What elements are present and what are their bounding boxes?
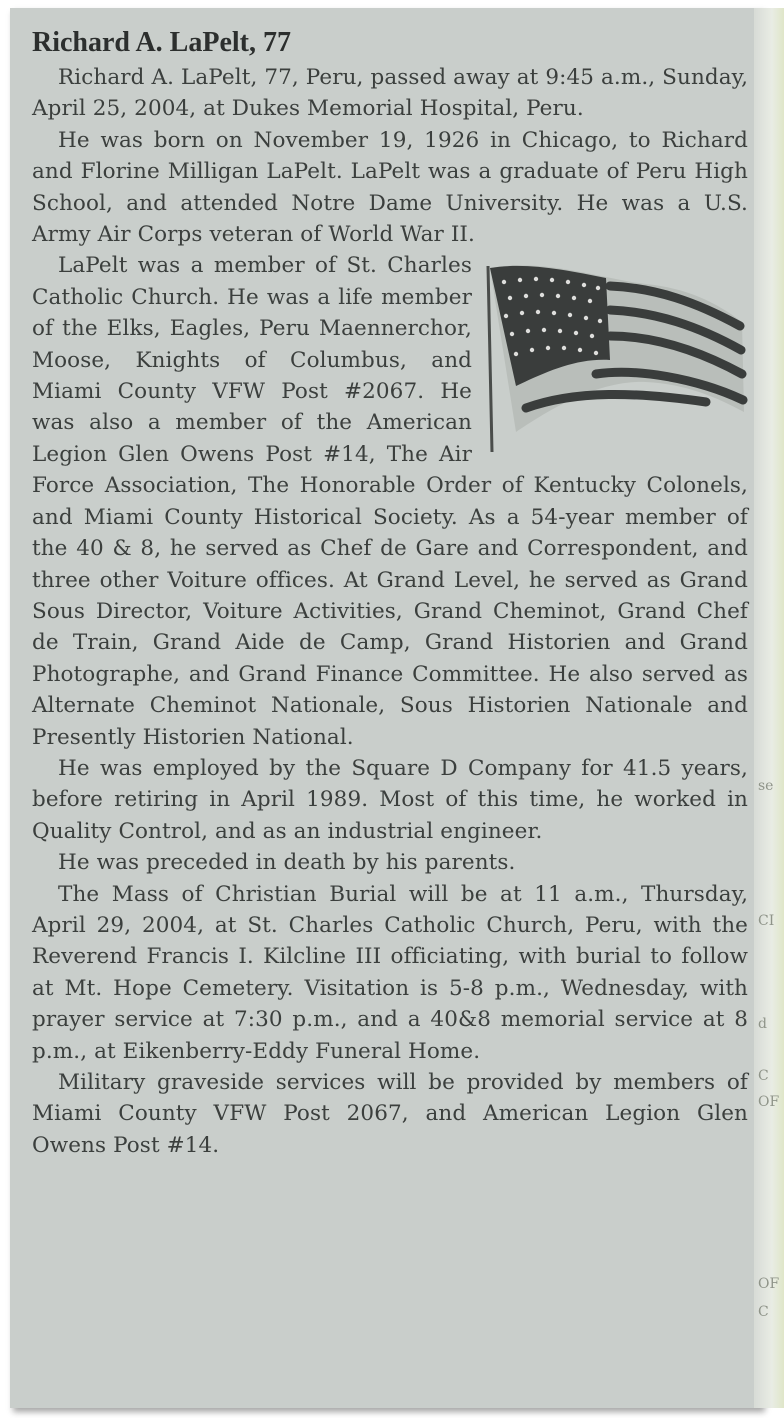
edge-fragment: OF — [758, 1276, 780, 1292]
obituary-paragraph: He was employed by the Square D Company for 41.5 years, before retiring in April 1989. Most of this time, he worked in Quality Control, and as an industrial engineer. — [32, 755, 748, 844]
newspaper-clipping — [10, 8, 780, 1408]
obituary-headline: Richard A. LaPelt, 77 — [32, 27, 291, 58]
edge-fragment: C — [758, 1068, 769, 1084]
obituary-paragraph: Military graveside services will be provided by members of Miami County VFW Post 2067, and American Legion Glen Owens Post #14. — [32, 1070, 748, 1158]
obituary-column — [32, 26, 748, 1161]
edge-fragment: d — [758, 1016, 767, 1032]
obituary-paragraph-text: LaPelt was a member of St. Charles Catholic Church. He was a life member of the Elks, Eagles, Peru Maennerchor, Moose, Knights of Columbus, and Miami County VFW Post #2067. He was also a member of the American Legion Glen Owens Post #14, The Air Force Association, The Honorable Order of Kentucky Colonels, and Miami County Historical Society. As a 54-year member of the 40 & 8, he served as Chef de Gare and Correspondent, and three other Voiture offices. At Grand Level, he served as Grand Sous Director, Voiture Activities, Grand Cheminot, Grand Chef de Train, Grand Aide de Camp, Grand Historien and Grand Photographe, and Grand Finance Committee. He also served as Alternate Cheminot Nationale, Sous Historien Nationale and Presently Historien National. — [32, 253, 748, 750]
edge-fragment: C — [758, 1304, 769, 1320]
obituary-paragraph: He was born on November 19, 1926 in Chicago, to Richard and Florine Milligan LaPelt. LaPelt was a graduate of Peru High School, and attended Notre Dame University. He was a U.S. Army Air Corps veteran of World War II. — [32, 127, 748, 248]
obituary-paragraph-memberships — [32, 250, 748, 753]
obituary-paragraph: The Mass of Christian Burial will be at 11 a.m., Thursday, April 29, 2004, at St. Charles Catholic Church, Peru, with the Reverend Francis I. Kilcline III officiating, with burial to follow at Mt. Hope Cemetery. Visitation is 5-8 p.m., Wednesday, with prayer service at 7:30 p.m., and a 40&8 memorial service at 8 p.m., at Eikenberry-Eddy Funeral Home. — [32, 881, 748, 1064]
obituary-paragraph: He was preceded in death by his parents. — [58, 850, 516, 876]
obituary-paragraph: Richard A. LaPelt, 77, Peru, passed away at 9:45 a.m., Sunday, April 25, 2004, at Dukes Memorial Hospital, Peru. — [32, 65, 748, 122]
american-flag-icon — [486, 262, 748, 452]
edge-fragment: CI — [758, 913, 775, 929]
edge-fragment: se — [758, 778, 774, 794]
adjacent-column-edge — [754, 8, 784, 1408]
edge-fragment: OF — [758, 1094, 780, 1110]
